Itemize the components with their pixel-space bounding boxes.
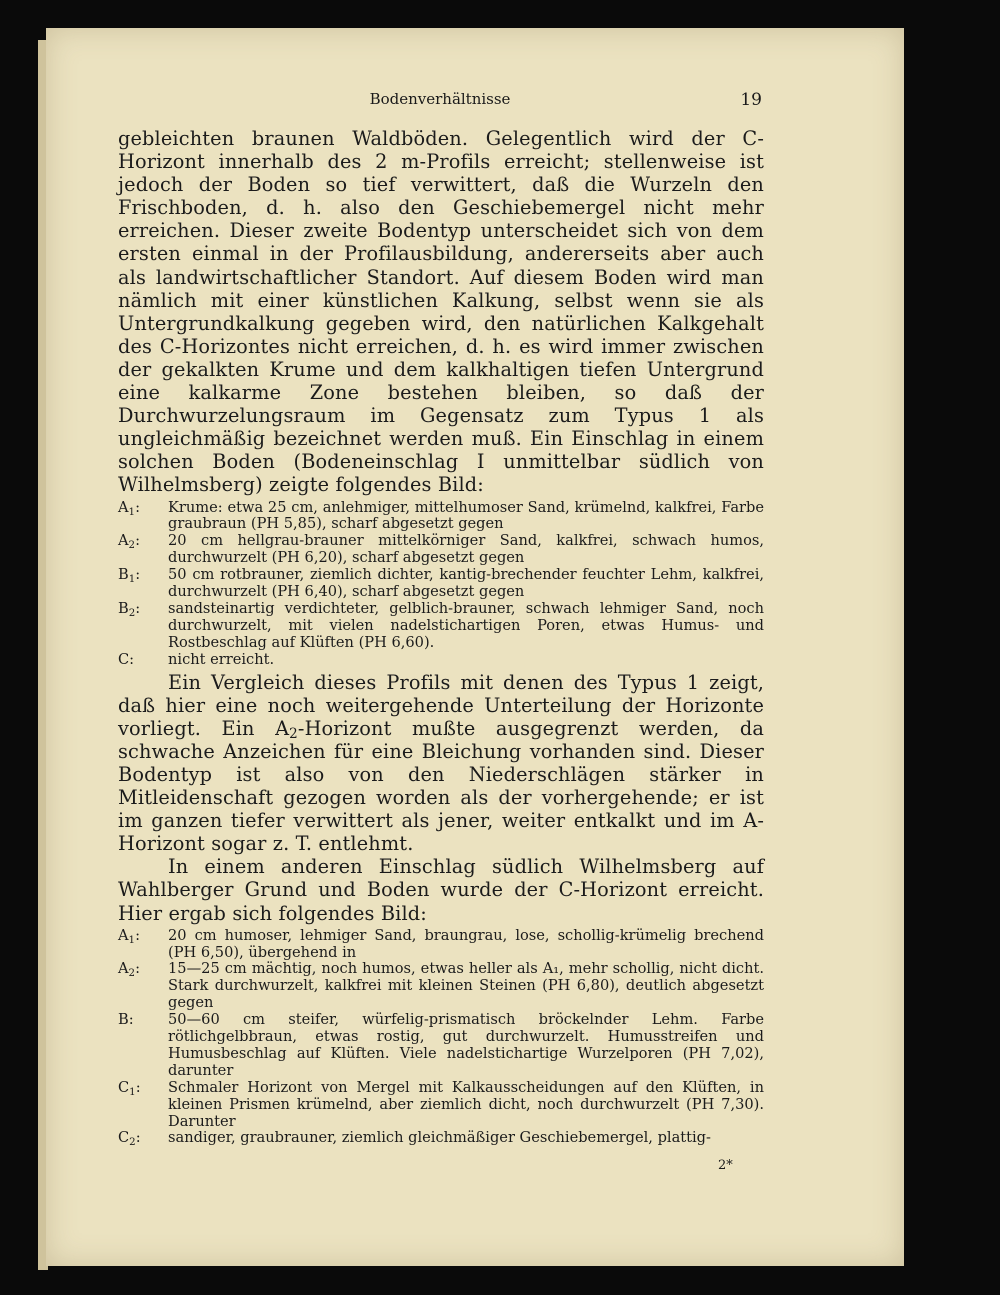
running-header: [118, 90, 762, 114]
horizon-row: [118, 533, 764, 567]
horizon-row: [118, 961, 764, 1012]
horizon-label: $C_1$:: [118, 1078, 141, 1098]
horizon-description: nicht erreicht.: [168, 650, 275, 668]
horizon-description: sandiger, graubrauner, ziemlich gleichmäßiger Geschiebemergel, plattig-: [168, 1129, 711, 1147]
horizon-row: [118, 928, 764, 962]
horizon-label: $A_1$:: [118, 926, 140, 946]
horizon-description: sandsteinartig verdichteter, gelblich-brauner, schwach lehmiger Sand, noch durchwurzelt, mit vielen nadelstichartigen Poren, etwas Humus- und Rostbeschlag auf Klüften (PH 6,60).: [168, 599, 764, 651]
horizon-row: [118, 652, 764, 669]
horizon-description: 20 cm humoser, lehmiger Sand, braungrau, lose, schollig-krümelig brechend (PH 6,50), übergehend in: [168, 926, 764, 961]
horizon-row: [118, 1130, 764, 1147]
soil-profile-2: [118, 928, 764, 1148]
horizon-row: [118, 567, 764, 601]
paragraph-2: Ein Vergleich dieses Profils mit denen des Typus 1 zeigt, daß hier eine noch weitergehende Unterteilung der Horizonte vorliegt. Ein $A_2$-Horizont mußte ausgegrenzt werden, da schwache Anzeichen für eine Bleichung vorhanden sind. Dieser Bodentyp ist also von den Niederschlägen stärker in Mitleidenschaft gezogen worden als der vorhergehende; er ist im ganzen tiefer verwittert als jener, weiter entkalkt und im A-Horizont sogar z. T. entlehmt.: [118, 670, 764, 856]
horizon-label: $A_1$:: [118, 498, 140, 518]
horizon-description: 20 cm hellgrau-brauner mittelkörniger Sand, kalkfrei, schwach humos, durchwurzelt (PH 6,20), scharf abgesetzt gegen: [168, 532, 764, 567]
horizon-description: Schmaler Horizont von Mergel mit Kalkausscheidungen auf den Klüften, in kleinen Prismen krümelnd, aber ziemlich dicht, noch durchwurzelt (PH 7,30). Darunter: [168, 1078, 764, 1130]
paragraph-3: In einem anderen Einschlag südlich Wilhelmsberg auf Wahlberger Grund und Boden wurde der C-Horizont erreicht. Hier ergab sich folgendes Bild:: [118, 855, 764, 925]
horizon-description: 15—25 cm mächtig, noch humos, etwas heller als A₁, mehr schollig, nicht dicht. Stark durchwurzelt, kalkfrei mit kleinen Steinen (PH 6,80), deutlich abgesetzt gegen: [168, 960, 764, 1012]
horizon-label: B:: [118, 1011, 134, 1029]
page-number: 19: [740, 90, 762, 110]
paragraph-1: gebleichten braunen Waldböden. Gelegentlich wird der C-Horizont innerhalb des 2 m-Profils erreicht; stellenweise ist jedoch der Boden so tief verwittert, daß die Wurzeln den Frischboden, d. h. also den Geschiebemergel nicht mehr erreichen. Dieser zweite Bodentyp unterscheidet sich von dem ersten einmal in der Profilausbildung, andererseits aber auch als landwirtschaftlicher Standort. Auf diesem Boden wird man nämlich mit einer künstlichen Kalkung, selbst wenn sie als Untergrundkalkung gegeben wird, den natürlichen Kalkgehalt des C-Horizontes nicht erreichen, d. h. es wird immer zwischen der gekalkten Krume und dem kalkhaltigen tiefen Untergrund eine kalkarme Zone bestehen bleiben, so daß der Durchwurzelungsraum im Gegensatz zum Typus 1 als ungleichmäßig bezeichnet werden muß. Ein Einschlag in einem solchen Boden (Bodeneinschlag I unmittelbar südlich von Wilhelmsberg) zeigte folgendes Bild:: [118, 127, 764, 497]
horizon-label: $B_2$:: [118, 599, 141, 619]
horizon-row: [118, 500, 764, 534]
horizon-description: 50—60 cm steifer, würfelig-prismatisch bröckelnder Lehm. Farbe rötlichgelbbraun, etwas rostig, gut durchwurzelt. Humusstreifen und Humusbeschlag auf Klüften. Viele nadelstichartige Wurzelporen (PH 7,02), darunter: [168, 1011, 764, 1079]
horizon-label: $B_1$:: [118, 566, 141, 586]
soil-profile-1: [118, 500, 764, 669]
page-body: [118, 127, 764, 1149]
horizon-label: C:: [118, 650, 135, 668]
horizon-label: $A_2$:: [118, 960, 140, 980]
horizon-description: Krume: etwa 25 cm, anlehmiger, mittelhumoser Sand, krümelnd, kalkfrei, Farbe graubraun (PH 5,85), scharf abgesetzt gegen: [168, 498, 764, 533]
running-title: Bodenverhältnisse: [369, 90, 511, 108]
horizon-label: $A_2$:: [118, 532, 140, 552]
horizon-row: [118, 1080, 764, 1131]
horizon-label: $C_2$:: [118, 1129, 141, 1149]
horizon-row: [118, 1012, 764, 1080]
horizon-row: [118, 601, 764, 652]
horizon-description: 50 cm rotbrauner, ziemlich dichter, kantig-brechender feuchter Lehm, kalkfrei, durchwurzelt (PH 6,40), scharf abgesetzt gegen: [168, 566, 764, 601]
signature-mark: 2*: [718, 1158, 733, 1173]
